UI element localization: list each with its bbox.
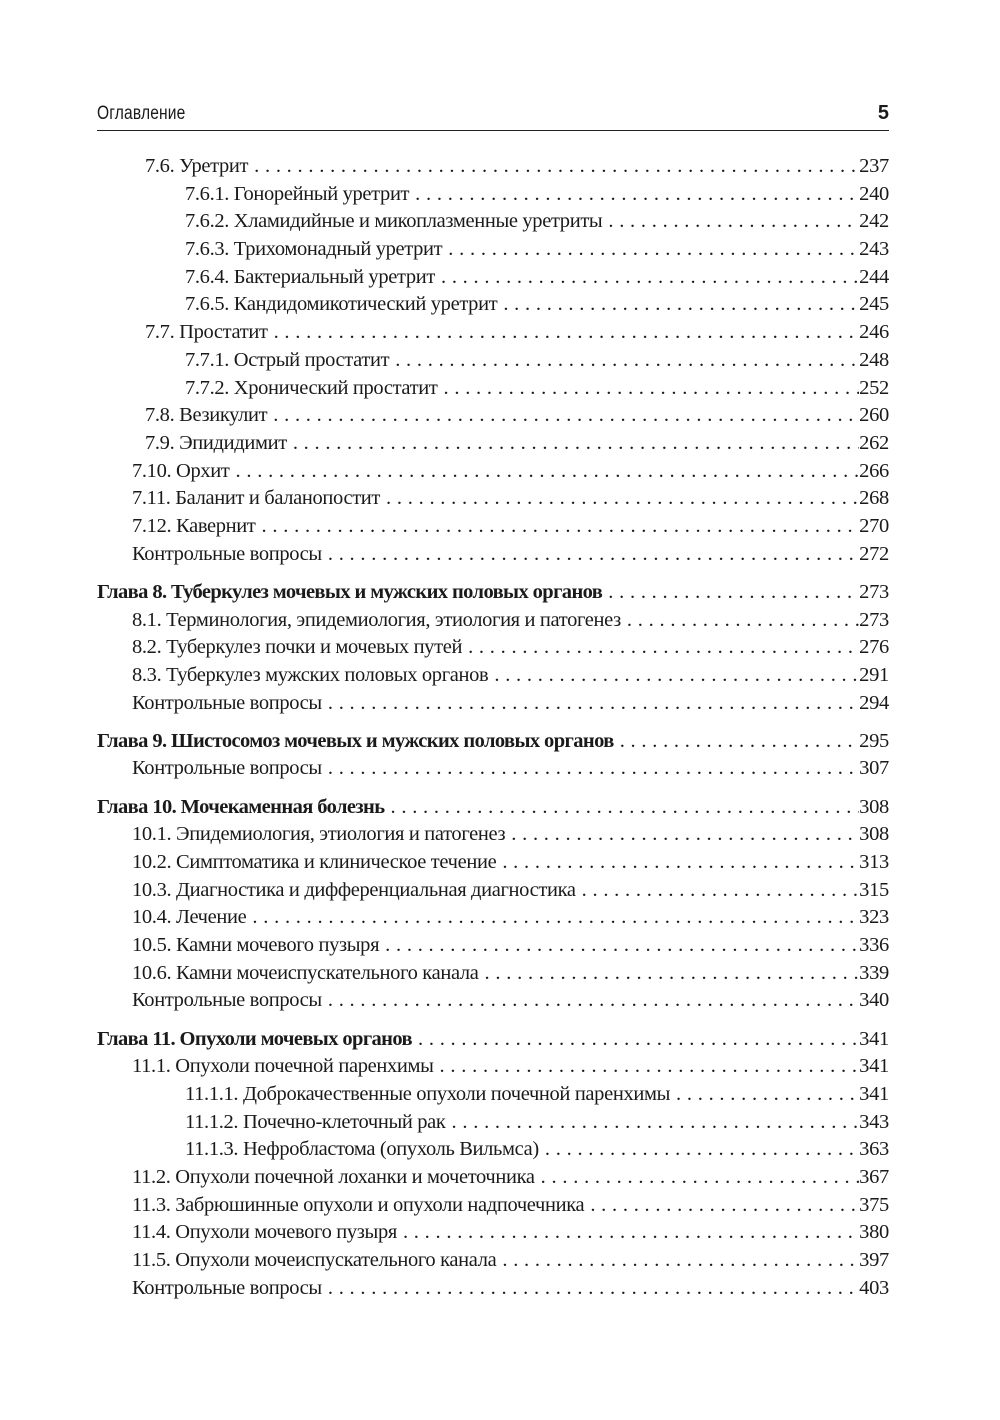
toc-entry-page: 272 [859,542,889,565]
toc-entry [97,347,889,375]
toc-entry [97,849,889,877]
toc-entry-title: 11.5. Опухоли мочеиспускательного канала [132,1249,497,1272]
toc-entry [97,755,889,783]
page-number: 5 [877,102,889,124]
toc-entry-title: 7.10. Орхит [132,459,230,482]
toc-entry-page: 273 [859,608,889,631]
toc-entry-page: 315 [859,878,889,901]
dot-leader [608,208,859,236]
toc-entry-title: 11.4. Опухоли мочевого пузыря [132,1221,397,1244]
toc-entry-title: 10.2. Симптоматика и клиническое течение [132,851,497,873]
dot-leader [485,960,860,988]
toc-entry [97,375,889,403]
toc-entry [97,607,889,635]
toc-entry-title: 11.1. Опухоли почечной паренхимы [132,1055,434,1078]
toc-entry-page: 295 [859,729,889,752]
toc-chapter-entry [97,579,889,607]
dot-leader [391,794,860,822]
dot-leader [494,662,859,690]
toc-entry-page: 341 [859,1055,889,1078]
toc-entry-page: 380 [859,1221,889,1244]
dot-leader [274,319,860,347]
toc-entry [97,932,889,960]
toc-entry-page: 308 [859,795,889,818]
dot-leader [620,728,859,756]
dot-leader [254,153,859,181]
toc-entry-title: 7.12. Кавернит [132,514,256,537]
toc-entry-page: 268 [859,487,889,510]
toc-entry-page: 240 [859,182,889,205]
dot-leader [395,347,859,375]
dot-leader [452,1109,860,1137]
dot-leader [590,1192,859,1220]
toc-entry-title: 11.1.2. Почечно-клеточный рак [185,1110,446,1133]
toc-entry [97,264,889,292]
toc-entry-page: 262 [859,431,889,454]
dot-leader [627,607,859,635]
toc-entry-page: 340 [859,989,889,1012]
dot-leader [502,849,859,877]
toc-entry-page: 294 [859,691,889,714]
toc-entry [97,1275,889,1303]
toc-entry [97,1164,889,1192]
toc-entry [97,1081,889,1109]
toc-entry-page: 237 [859,155,889,177]
toc-entry-title: 10.3. Диагностика и дифференциальная диагностика [132,878,576,901]
toc-entry-title: 11.1.3. Нефробластома (опухоль Вильмса) [185,1138,539,1161]
toc-entry-page: 291 [859,663,889,686]
toc-chapter-entry [97,1026,889,1054]
dot-leader [236,458,860,486]
dot-leader [328,1275,859,1303]
toc-entry-page: 244 [859,265,889,288]
table-of-contents [97,153,889,1303]
toc-entry-title: 8.1. Терминология, эпидемиология, этиология и патогенез [132,608,621,631]
toc-entry-title: 7.6.3. Трихомонадный уретрит [185,238,443,261]
toc-entry-title: Контрольные вопросы [132,757,322,780]
dot-leader [328,755,859,783]
toc-entry-title: 7.7. Простатит [145,321,268,344]
dot-leader [448,236,859,264]
dot-leader [541,1164,859,1192]
toc-entry [97,236,889,264]
toc-entry-page: 336 [859,934,889,957]
dot-leader [502,1247,859,1275]
toc-entry-page: 252 [859,376,889,399]
dot-leader [273,402,859,430]
dot-leader [328,690,859,718]
running-header [97,100,889,131]
toc-entry [97,458,889,486]
toc-entry-title: 8.2. Туберкулез почки и мочевых путей [132,636,463,659]
toc-entry [97,877,889,905]
dot-leader [328,541,859,569]
toc-entry-title: 11.3. Забрюшинные опухоли и опухоли надпочечника [132,1193,585,1216]
toc-entry-page: 243 [859,238,889,261]
toc-entry-title: Контрольные вопросы [132,542,322,565]
dot-leader [293,430,859,458]
toc-entry-title: 7.8. Везикулит [145,404,268,427]
toc-entry-page: 403 [859,1276,889,1299]
toc-entry-page: 375 [859,1193,889,1216]
dot-leader [545,1136,859,1164]
toc-entry-title: 11.1.1. Доброкачественные опухоли почечной паренхимы [185,1083,671,1105]
toc-entry-title: Глава 10. Мочекаменная болезнь [97,795,385,818]
toc-entry [97,690,889,718]
toc-entry-title: 7.6.4. Бактериальный уретрит [185,265,435,288]
dot-leader [328,987,859,1015]
toc-entry [97,485,889,513]
toc-entry-title: 7.6. Уретрит [145,155,249,177]
dot-leader [503,291,859,319]
toc-entry-title: Глава 9. Шистосомоз мочевых и мужских половых органов [97,729,614,752]
toc-entry-page: 246 [859,321,889,344]
toc-entry [97,1192,889,1220]
toc-entry [97,1136,889,1164]
toc-entry-page: 308 [859,823,889,846]
toc-entry [97,319,889,347]
toc-entry [97,634,889,662]
toc-entry [97,430,889,458]
toc-entry [97,181,889,209]
toc-entry-title: 7.6.5. Кандидомикотический уретрит [185,293,498,316]
dot-leader [441,264,859,292]
toc-entry-page: 260 [859,404,889,427]
toc-entry [97,960,889,988]
toc-entry-title: 10.6. Камни мочеиспускательного канала [132,961,479,984]
toc-entry-title: 7.6.2. Хламидийные и микоплазменные уретриты [185,210,603,233]
toc-entry [97,208,889,236]
dot-leader [608,579,859,607]
toc-entry [97,291,889,319]
toc-entry [97,1053,889,1081]
dot-leader [418,1026,859,1054]
toc-entry-title: 10.4. Лечение [132,906,247,929]
toc-entry-title: 8.3. Туберкулез мужских половых органов [132,663,489,686]
toc-entry-page: 343 [859,1110,889,1133]
toc-entry-title: 7.7.1. Острый простатит [185,348,390,371]
toc-entry-page: 307 [859,757,889,780]
dot-leader [676,1081,859,1109]
toc-entry-page: 397 [859,1249,889,1272]
toc-entry [97,1219,889,1247]
dot-leader [440,1053,860,1081]
toc-entry-page: 341 [859,1083,889,1105]
toc-entry-page: 276 [859,636,889,659]
toc-entry-page: 367 [859,1166,889,1189]
toc-entry [97,1247,889,1275]
toc-entry-page: 245 [859,293,889,316]
toc-entry [97,987,889,1015]
toc-chapter-entry [97,728,889,756]
toc-entry [97,513,889,541]
dot-leader [403,1219,859,1247]
dot-leader [262,513,860,541]
toc-entry [97,1109,889,1137]
toc-entry-title: 7.9. Эпидидимит [145,431,287,454]
toc-entry-title: 10.5. Камни мочевого пузыря [132,934,380,957]
toc-entry-page: 242 [859,210,889,233]
dot-leader [444,375,860,403]
toc-entry-page: 363 [859,1138,889,1161]
dot-leader [511,821,859,849]
toc-chapter-entry [97,794,889,822]
dot-leader [386,485,859,513]
toc-entry-title: 10.1. Эпидемиология, этиология и патогенез [132,823,506,846]
toc-entry-title: 7.11. Баланит и баланопостит [132,487,381,510]
toc-entry [97,541,889,569]
toc-entry [97,153,889,181]
toc-entry [97,821,889,849]
toc-entry-page: 266 [859,459,889,482]
toc-entry-title: 7.7.2. Хронический простатит [185,376,438,399]
dot-leader [468,634,859,662]
toc-entry-page: 341 [859,1027,889,1050]
toc-entry-title: Контрольные вопросы [132,989,322,1012]
toc-entry-page: 339 [859,961,889,984]
dot-leader [252,904,859,932]
dot-leader [415,181,859,209]
toc-entry-page: 323 [859,906,889,929]
toc-entry [97,402,889,430]
toc-entry-title: Глава 8. Туберкулез мочевых и мужских половых органов [97,580,603,603]
toc-entry-title: Контрольные вопросы [132,1276,322,1299]
toc-entry-title: Контрольные вопросы [132,691,322,714]
toc-entry-page: 313 [859,851,889,873]
toc-entry-title: 7.6.1. Гонорейный уретрит [185,182,410,205]
running-header-title: Оглавление [97,103,186,124]
toc-entry-page: 270 [859,514,889,537]
toc-entry-page: 248 [859,348,889,371]
toc-entry [97,904,889,932]
dot-leader [582,877,860,905]
toc-entry-title: 11.2. Опухоли почечной лоханки и мочеточника [132,1166,535,1189]
toc-entry [97,662,889,690]
toc-entry-page: 273 [859,580,889,603]
toc-entry-title: Глава 11. Опухоли мочевых органов [97,1027,412,1050]
dot-leader [385,932,859,960]
